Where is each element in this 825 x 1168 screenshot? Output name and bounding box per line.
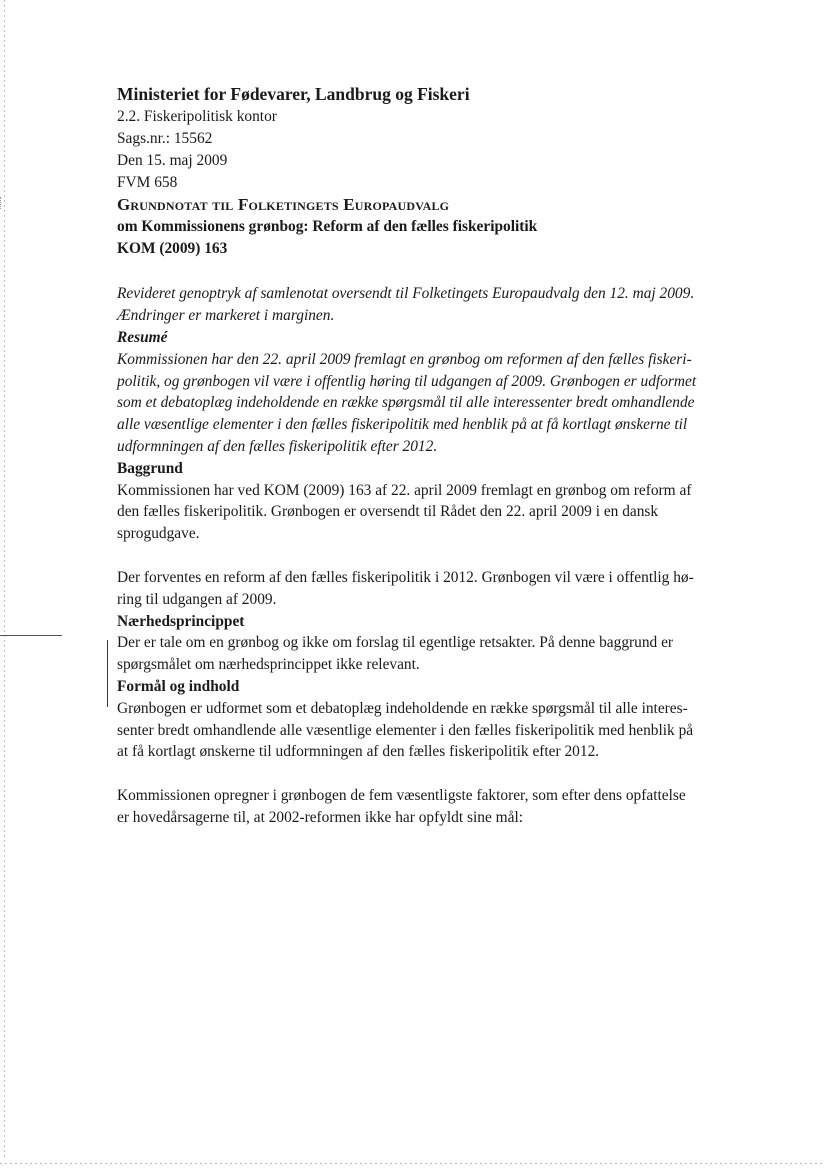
text-line: udformningen af den fælles fiskeripolitik efter 2012. [117, 437, 438, 455]
scan-mark [0, 197, 9, 209]
text-line: alle væsentlige elementer i den fælles fiskeripolitik med henblik på at få kortlagt ønskerne til [117, 416, 688, 434]
scan-edge-left [4, 0, 5, 1160]
text-line: Grønbogen er udformet som et debatoplæg indeholdende en række spørgsmål til alle interes- [117, 699, 688, 717]
document-date: Den 15. maj 2009 [117, 152, 228, 169]
case-number: Sags.nr.: 15562 [117, 130, 213, 147]
revision-line: Ændringer er markeret i marginen. [117, 307, 335, 325]
section-heading-formaal: Formål og indhold [117, 677, 240, 695]
revision-line: Revideret genoptryk af samlenotat oversendt til Folketingets Europaudvalg den 12. maj 2009. [117, 285, 695, 303]
ministry-name: Ministeriet for Fødevarer, Landbrug og Fiskeri [117, 84, 470, 104]
scan-edge-bottom [0, 1163, 825, 1164]
formaal-paragraph-2 [117, 785, 723, 829]
document-title: Grundnotat til Folketingets Europaudvalg [117, 195, 450, 214]
text-line: som et debatoplæg indeholdende en række spørgsmål til alle interessenter bredt omhandlende [117, 394, 695, 412]
section-heading-baggrund: Baggrund [117, 459, 183, 477]
text-line: politik, og grønbogen vil være i offentlig høring til udgangen af 2009. Grønbogen er udformet [117, 372, 697, 390]
text-line: ring til udgangen af 2009. [117, 590, 277, 608]
naerhed-paragraph [117, 632, 723, 676]
resume-body [117, 349, 723, 458]
text-line: er hovedårsagerne til, at 2002-reformen ikke har opfyldt sine mål: [117, 808, 523, 826]
document-page [117, 82, 723, 829]
text-line: spørgsmålet om nærhedsprincippet ikke relevant. [117, 656, 420, 674]
text-line: den fælles fiskeripolitik. Grønbogen er oversendt til Rådet den 22. april 2009 i en dansk [117, 503, 659, 521]
revision-note [117, 283, 723, 327]
document-ref: FVM 658 [117, 174, 178, 191]
formaal-paragraph-1 [117, 698, 723, 763]
office-line: 2.2. Fiskeripolitisk kontor [117, 108, 277, 125]
section-heading-naerhedsprincippet: Nærhedsprincippet [117, 612, 245, 630]
text-line: Kommissionen opregner i grønbogen de fem væsentligste faktorer, som efter dens opfattelse [117, 787, 686, 805]
text-line: Der forventes en reform af den fælles fiskeripolitik i 2012. Grønbogen vil være i offentlig hø- [117, 568, 694, 586]
letterhead [117, 82, 723, 194]
text-line: sprogudgave. [117, 525, 200, 543]
baggrund-paragraph-2 [117, 567, 723, 611]
text-line: senter bredt omhandlende alle væsentlige elementer i den fælles fiskeripolitik med henblik på [117, 721, 694, 739]
text-line: Der er tale om en grønbog og ikke om forslag til egentlige retsakter. På denne baggrund er [117, 634, 674, 652]
section-heading-resume: Resumé [117, 328, 168, 346]
change-marker-bar [107, 640, 108, 707]
text-line: Kommissionen har den 22. april 2009 fremlagt en grønbog om reformen af den fælles fiskeri- [117, 350, 692, 368]
document-subject: om Kommissionens grønbog: Reform af den fælles fiskeripolitik [117, 217, 538, 235]
com-reference: KOM (2009) 163 [117, 239, 228, 257]
text-line: at få kortlagt ønskerne til udformningen af den fælles fiskeripolitik efter 2012. [117, 743, 600, 761]
text-line: Kommissionen har ved KOM (2009) 163 af 22. april 2009 fremlagt en grønbog om reform af [117, 481, 692, 499]
baggrund-paragraph-1 [117, 480, 723, 545]
margin-rule [0, 635, 62, 636]
